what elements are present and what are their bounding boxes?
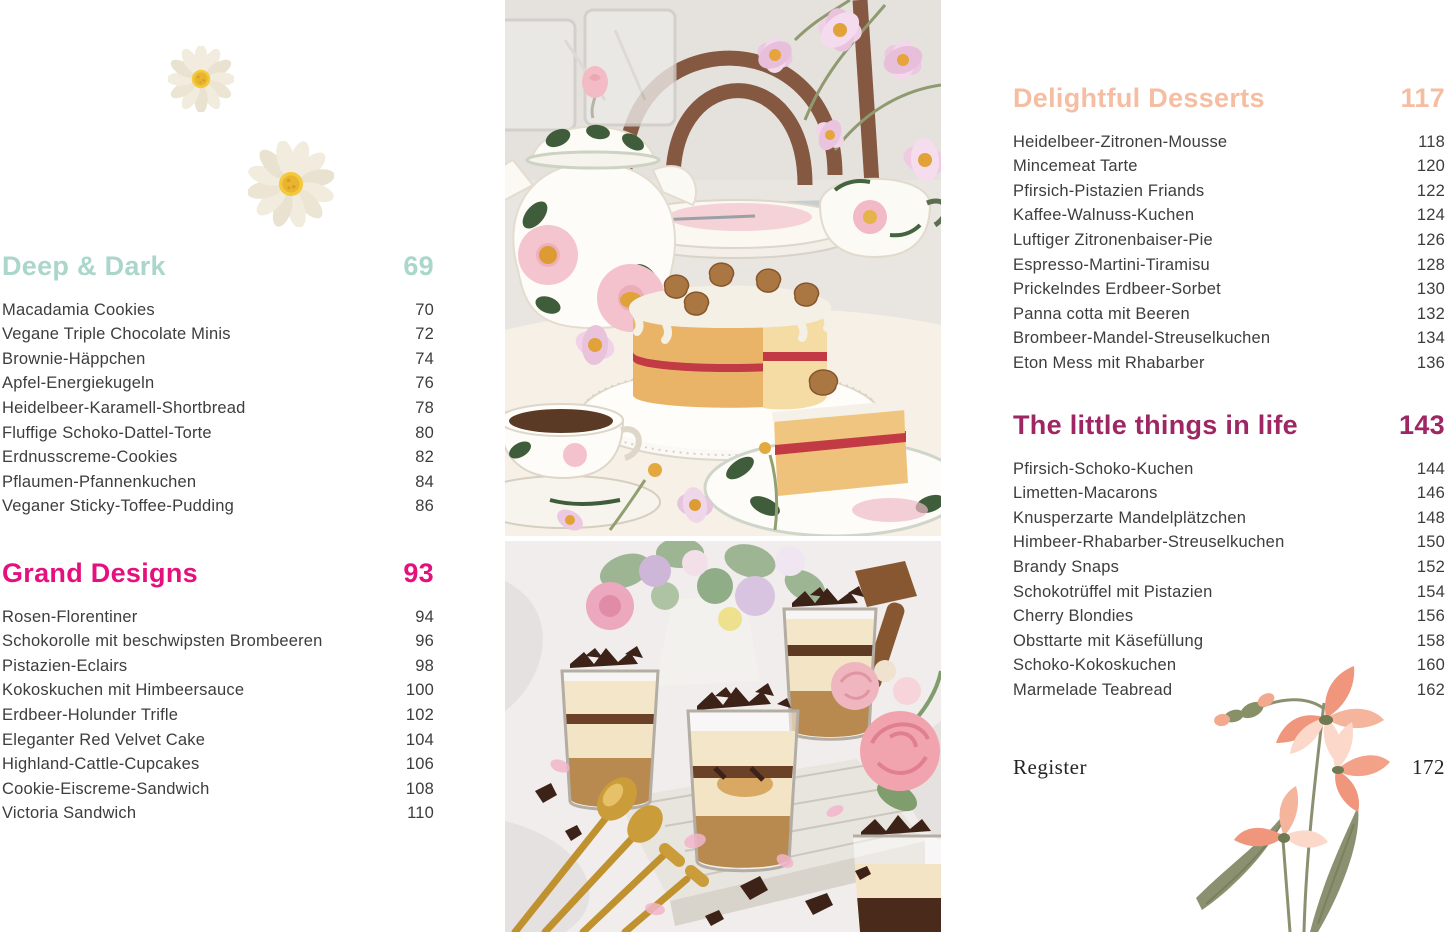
section-page: 93 [403, 558, 434, 588]
toc-item-page: 124 [1416, 206, 1445, 225]
toc-item-page: 70 [415, 300, 434, 319]
toc-item-page: 128 [1416, 255, 1445, 274]
toc-item [2, 445, 434, 470]
toc-item-page: 82 [415, 448, 434, 467]
toc-item-page: 146 [1416, 484, 1445, 503]
toc-item [2, 728, 434, 753]
toc-item-page: 130 [1416, 280, 1445, 299]
toc-item [2, 421, 434, 446]
toc-item [1013, 130, 1445, 155]
toc-item-label: Erdbeer-Holunder Trifle [2, 706, 179, 725]
toc-list [2, 298, 434, 519]
toc-item-label: Apfel-Energiekugeln [2, 374, 155, 393]
toc-item [1013, 530, 1445, 555]
toc-item [1013, 253, 1445, 278]
toc-item-label: Schokotrüffel mit Pistazien [1013, 582, 1213, 601]
toc-item [2, 322, 434, 347]
toc-item-page: 106 [405, 755, 434, 774]
toc-item-page: 78 [415, 399, 434, 418]
toc-item-page: 132 [1416, 304, 1445, 323]
toc-item-label: Eton Mess mit Rhabarber [1013, 354, 1205, 373]
toc-item-page: 160 [1416, 656, 1445, 675]
toc-item-page: 162 [1416, 681, 1445, 700]
toc-item-page: 100 [405, 681, 434, 700]
toc-item [1013, 154, 1445, 179]
toc-item-page: 94 [415, 607, 434, 626]
register-page: 172 [1412, 755, 1445, 779]
toc-left-column [2, 0, 434, 932]
toc-list [1013, 130, 1445, 376]
section-page: 117 [1400, 83, 1445, 113]
toc-item-label: Panna cotta mit Beeren [1013, 304, 1190, 323]
section-page: 69 [403, 251, 434, 281]
section-little-things [1013, 411, 1445, 703]
toc-item-label: Pflaumen-Pfannenkuchen [2, 472, 197, 491]
toc-item-label: Knusperzarte Mandelplätzchen [1013, 508, 1247, 527]
toc-item-page: 74 [415, 349, 434, 368]
toc-item-label: Espresso-Martini-Tiramisu [1013, 255, 1210, 274]
toc-item [2, 629, 434, 654]
toc-item [2, 801, 434, 826]
toc-item-label: Kokoskuchen mit Himbeersauce [2, 681, 245, 700]
section-title: Deep & Dark [2, 251, 166, 281]
toc-item [2, 777, 434, 802]
toc-item [1013, 629, 1445, 654]
toc-list [2, 605, 434, 826]
toc-item-label: Mincemeat Tarte [1013, 157, 1138, 176]
section-title: The little things in life [1013, 410, 1299, 440]
toc-item-page: 86 [415, 497, 434, 516]
toc-item-label: Brombeer-Mandel-Streuselkuchen [1013, 329, 1271, 348]
toc-item [2, 605, 434, 630]
toc-item-page: 76 [415, 374, 434, 393]
toc-item [1013, 179, 1445, 204]
toc-item-page: 118 [1418, 132, 1445, 151]
toc-item-page: 136 [1416, 354, 1445, 373]
toc-item-page: 120 [1416, 157, 1445, 176]
toc-item-page: 148 [1416, 508, 1445, 527]
toc-item-page: 134 [1416, 329, 1445, 348]
toc-item-label: Macadamia Cookies [2, 300, 155, 319]
toc-item [2, 347, 434, 372]
toc-item-page: 108 [405, 779, 434, 798]
toc-item-label: Obsttarte mit Käsefüllung [1013, 631, 1204, 650]
toc-item [1013, 653, 1445, 678]
toc-item [2, 298, 434, 323]
toc-item [1013, 604, 1445, 629]
toc-item-label: Himbeer-Rhabarber-Streuselkuchen [1013, 533, 1285, 552]
toc-item [2, 371, 434, 396]
section-deep-and-dark [2, 252, 434, 519]
toc-item [2, 654, 434, 679]
toc-item-label: Brandy Snaps [1013, 558, 1120, 577]
section-title: Grand Designs [2, 558, 198, 588]
section-title: Delightful Desserts [1013, 83, 1265, 113]
toc-item-label: Vegane Triple Chocolate Minis [2, 325, 231, 344]
toc-item [2, 703, 434, 728]
toc-item-page: 110 [407, 804, 434, 823]
toc-item-label: Heidelbeer-Karamell-Shortbread [2, 399, 246, 418]
toc-item [1013, 351, 1445, 376]
section-page: 143 [1399, 410, 1445, 440]
toc-item-page: 96 [415, 632, 434, 651]
tiramisu-glasses-photo [505, 541, 941, 932]
toc-item-label: Pfirsich-Pistazien Friands [1013, 181, 1205, 200]
toc-item-label: Prickelndes Erdbeer-Sorbet [1013, 280, 1221, 299]
toc-item-page: 80 [415, 423, 434, 442]
toc-item-label: Pistazien-Eclairs [2, 656, 128, 675]
toc-item [2, 470, 434, 495]
register-row [1013, 755, 1445, 780]
toc-item-label: Veganer Sticky-Toffee-Pudding [2, 497, 235, 516]
toc-item-page: 154 [1416, 582, 1445, 601]
toc-item-page: 150 [1416, 533, 1445, 552]
toc-item-page: 126 [1416, 231, 1445, 250]
toc-item-label: Limetten-Macarons [1013, 484, 1158, 503]
toc-item [1013, 277, 1445, 302]
register-label: Register [1013, 755, 1087, 779]
toc-item [1013, 580, 1445, 605]
toc-item-label: Schoko-Kokoskuchen [1013, 656, 1177, 675]
toc-item [1013, 678, 1445, 703]
toc-item [1013, 555, 1445, 580]
toc-item [2, 678, 434, 703]
toc-item-page: 102 [405, 706, 434, 725]
toc-item-page: 72 [415, 325, 434, 344]
toc-item [2, 396, 434, 421]
toc-item [1013, 506, 1445, 531]
toc-list [1013, 457, 1445, 703]
toc-item [1013, 302, 1445, 327]
toc-item-label: Erdnusscreme-Cookies [2, 448, 178, 467]
toc-item-label: Marmelade Teabread [1013, 681, 1173, 700]
toc-item-label: Cherry Blondies [1013, 607, 1134, 626]
victoria-sandwich-cake-photo [505, 0, 941, 536]
toc-item-label: Cookie-Eiscreme-Sandwich [2, 779, 210, 798]
toc-item [1013, 481, 1445, 506]
toc-item [2, 752, 434, 777]
toc-item [1013, 228, 1445, 253]
toc-item-label: Heidelbeer-Zitronen-Mousse [1013, 132, 1228, 151]
toc-item-label: Fluffige Schoko-Dattel-Torte [2, 423, 212, 442]
toc-item-label: Schokorolle mit beschwipsten Brombeeren [2, 632, 323, 651]
toc-item-page: 104 [405, 730, 434, 749]
section-delightful-desserts [1013, 84, 1445, 376]
toc-item-label: Highland-Cattle-Cupcakes [2, 755, 200, 774]
toc-item-page: 156 [1416, 607, 1445, 626]
toc-item [2, 494, 434, 519]
section-grand-designs [2, 559, 434, 826]
toc-item-label: Victoria Sandwich [2, 804, 137, 823]
toc-item-label: Eleganter Red Velvet Cake [2, 730, 206, 749]
toc-item-page: 152 [1416, 558, 1445, 577]
toc-item [1013, 203, 1445, 228]
toc-item-page: 122 [1416, 181, 1445, 200]
toc-item-page: 84 [415, 472, 434, 491]
toc-item-page: 158 [1416, 631, 1445, 650]
toc-item-label: Luftiger Zitronenbaiser-Pie [1013, 231, 1213, 250]
toc-item-page: 144 [1416, 459, 1445, 478]
toc-item-label: Rosen-Florentiner [2, 607, 138, 626]
toc-item-label: Brownie-Häppchen [2, 349, 146, 368]
toc-item-label: Pfirsich-Schoko-Kuchen [1013, 459, 1194, 478]
toc-item [1013, 457, 1445, 482]
toc-item [1013, 326, 1445, 351]
toc-right-column [1013, 0, 1445, 932]
toc-item-label: Kaffee-Walnuss-Kuchen [1013, 206, 1195, 225]
toc-item-page: 98 [415, 656, 434, 675]
